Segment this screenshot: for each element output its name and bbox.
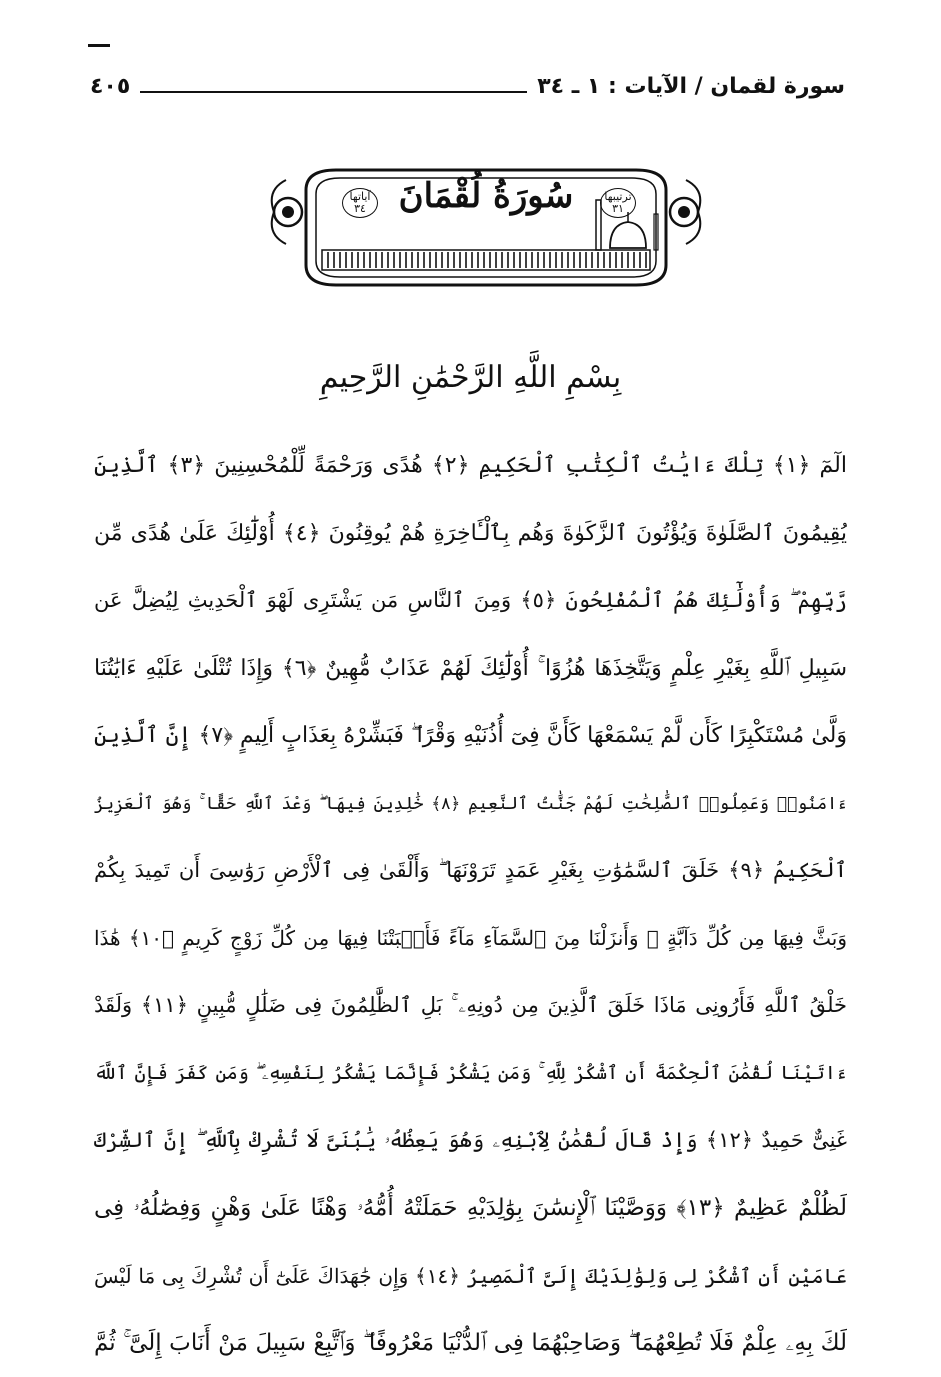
badge-label: آياتها — [350, 191, 371, 203]
surah-title-frame — [266, 160, 706, 295]
surah-order-badge — [600, 188, 636, 218]
verse-count-badge — [342, 188, 378, 218]
verse-line: يُقِيمُونَ ٱلصَّلَوٰةَ وَيُؤْتُونَ ٱلزَّكَوٰةَ وَهُم بِٱلْـَٔاخِرَةِ هُمْ يُوقِنُونَ ﴿٤﴾ أُوْلَٰٓئِكَ عَلَىٰ هُدًى مِّن — [94, 500, 847, 568]
verse-line: رَّبِّهِمْ ۖ وَأُوْلَٰٓئِكَ هُمُ ٱلْمُفْلِحُونَ ﴿٥﴾ وَمِنَ ٱلنَّاسِ مَن يَشْتَرِى لَهْوَ ٱلْحَدِيثِ لِيُضِلَّ عَن — [94, 567, 847, 635]
header-rule — [140, 91, 527, 93]
verse-line: عَامَيْنِ أَنِ ٱشْكُرْ لِى وَلِوَٰلِدَيْكَ إِلَىَّ ٱلْمَصِيرُ ﴿١٤﴾ وَإِن جَٰهَدَاكَ عَلَىٰٓ أَن تُشْرِكَ بِى مَا لَيْسَ — [94, 1242, 847, 1310]
verse-line: الٓمٓ ﴿١﴾ تِلْكَ ءَايَٰتُ ٱلْكِتَٰبِ ٱلْحَكِيمِ ﴿٢﴾ هُدًى وَرَحْمَةً لِّلْمُحْسِنِينَ ﴿٣﴾ ٱلَّذِينَ — [94, 432, 847, 500]
surah-name: سُورَةُ لُقْمَانَ — [399, 176, 574, 216]
verse-line: وَبَثَّ فِيهَا مِن كُلِّ دَآبَّةٍ ۚ وَأَنزَلْنَا مِنَ ٱلسَّمَآءِ مَآءً فَأَنۢبَتْنَا فِيهَا مِن كُلِّ زَوْجٍ كَرِيمٍ ﴿١٠﴾ هَٰذَا — [94, 905, 847, 973]
badge-label: ترتيبها — [604, 191, 631, 203]
verse-line: ءَاتَيْنَا لُقْمَٰنَ ٱلْحِكْمَةَ أَنِ ٱشْكُرْ لِلَّهِ ۚ وَمَن يَشْكُرْ فَإِنَّمَا يَشْكُرُ لِنَفْسِهِۦ ۖ وَمَن كَفَرَ فَإِنَّ ٱللَّهَ — [94, 1040, 847, 1108]
verse-line: خَلْقُ ٱللَّهِ فَأَرُونِى مَاذَا خَلَقَ ٱلَّذِينَ مِن دُونِهِۦ ۚ بَلِ ٱلظَّٰلِمُونَ فِى ضَلَٰلٍ مُّبِينٍ ﴿١١﴾ وَلَقَدْ — [94, 972, 847, 1040]
running-header — [90, 66, 845, 106]
top-mark — [88, 44, 110, 47]
verse-line: لَظُلْمٌ عَظِيمٌ ﴿١٣﴾ وَوَصَّيْنَا ٱلْإِنسَٰنَ بِوَٰلِدَيْهِ حَمَلَتْهُ أُمُّهُۥ وَهْنًا عَلَىٰ وَهْنٍ وَفِصَٰلُهُۥ فِى — [94, 1175, 847, 1243]
verses-block — [94, 432, 847, 1377]
basmala: بِسْمِ اللَّهِ الرَّحْمَٰنِ الرَّحِيمِ — [0, 360, 941, 395]
badge-value: ٣٤ — [354, 203, 366, 215]
verse-line: ءَامَنُوا۟ وَعَمِلُوا۟ ٱلصَّٰلِحَٰتِ لَهُمْ جَنَّٰتُ ٱلنَّعِيمِ ﴿٨﴾ خَٰلِدِينَ فِيهَا ۖ وَعْدَ ٱللَّهِ حَقًّا ۚ وَهُوَ ٱلْعَزِيزُ — [94, 770, 847, 838]
verse-line: سَبِيلِ ٱللَّهِ بِغَيْرِ عِلْمٍ وَيَتَّخِذَهَا هُزُوًا ۚ أُوْلَٰٓئِكَ لَهُمْ عَذَابٌ مُّهِينٌ ﴿٦﴾ وَإِذَا تُتْلَىٰ عَلَيْهِ ءَايَٰتُنَا — [94, 635, 847, 703]
page-number: ٤٠٥ — [90, 74, 130, 99]
verse-line: غَنِىٌّ حَمِيدٌ ﴿١٢﴾ وَإِذْ قَالَ لُقْمَٰنُ لِٱبْنِهِۦ وَهُوَ يَعِظُهُۥ يَٰبُنَىَّ لَا تُشْرِكْ بِٱللَّهِ ۖ إِنَّ ٱلشِّرْكَ — [94, 1107, 847, 1175]
verse-line: وَلَّىٰ مُسْتَكْبِرًا كَأَن لَّمْ يَسْمَعْهَا كَأَنَّ فِىٓ أُذُنَيْهِ وَقْرًا ۖ فَبَشِّرْهُ بِعَذَابٍ أَلِيمٍ ﴿٧﴾ إِنَّ ٱلَّذِينَ — [94, 702, 847, 770]
verse-line: ٱلْحَكِيمُ ﴿٩﴾ خَلَقَ ٱلسَّمَٰوَٰتِ بِغَيْرِ عَمَدٍ تَرَوْنَهَا ۖ وَأَلْقَىٰ فِى ٱلْأَرْضِ رَوَٰسِىَ أَن تَمِيدَ بِكُمْ — [94, 837, 847, 905]
header-title: سورة لقمان / الآيات : ١ ـ ٣٤ — [537, 74, 845, 99]
badge-value: ٣١ — [612, 203, 624, 215]
verse-line: لَكَ بِهِۦ عِلْمٌ فَلَا تُطِعْهُمَا ۖ وَصَاحِبْهُمَا فِى ٱلدُّنْيَا مَعْرُوفًا ۖ وَٱتَّبِعْ سَبِيلَ مَنْ أَنَابَ إِلَىَّ ۚ ثُمَّ — [94, 1310, 847, 1377]
